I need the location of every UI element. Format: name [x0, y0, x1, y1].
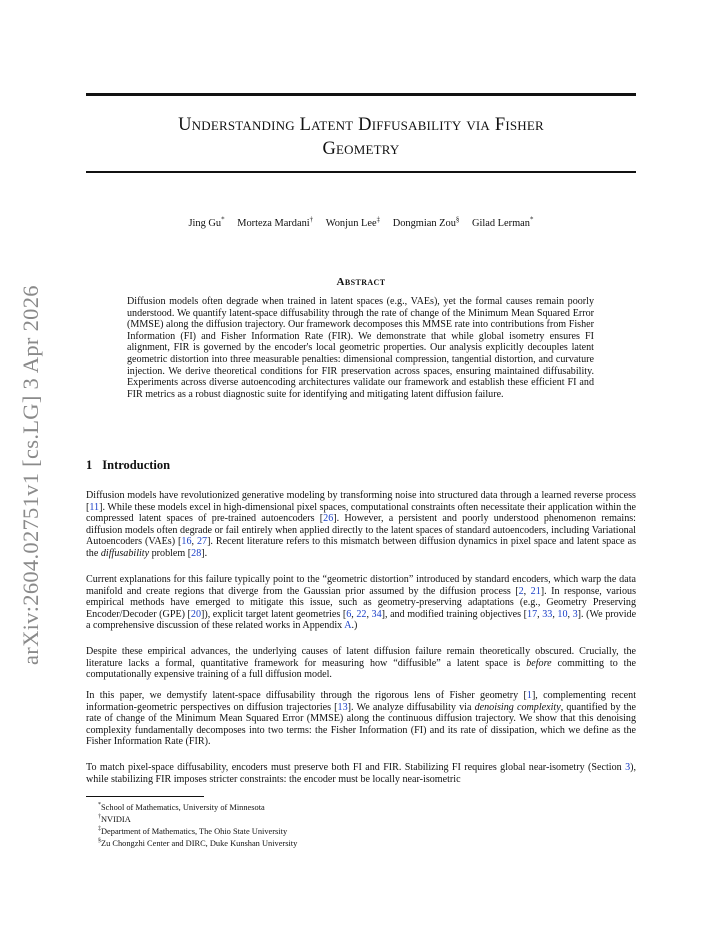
citation-link[interactable]: 33	[542, 608, 553, 620]
citation-link[interactable]: 16	[181, 536, 192, 548]
section-link[interactable]: 3	[625, 762, 631, 773]
section-title: Introduction	[102, 458, 171, 472]
author: Morteza Mardani†	[237, 216, 314, 230]
author: Wonjun Lee‡	[325, 216, 381, 230]
author-mark: ‡	[376, 216, 381, 224]
author-mark: †	[309, 216, 314, 224]
footnote: *School of Mathematics, University of Minnesota	[98, 802, 265, 812]
paragraph-4: In this paper, we demystify latent-space diffusability through the rigorous lens of Fisher geometry [1], complementing recent information-geometric perspectives on diffusion trajectories [13]. We analyze diffusability via denoising complexity, quantified by the rate of change of the Minimum Mean Squared Error (MMSE) along the continuous diffusion trajectory. We show that this denoising complexity fundamentally decomposes into two terms: the Fisher Information (FI) and its rate of dissipation, which we define as the Fisher Information Rate (FIR).	[86, 690, 637, 748]
citation-link[interactable]: 34	[371, 608, 382, 620]
appendix-link[interactable]: A	[344, 620, 352, 632]
abstract-text: Diffusion models often degrade when trained in latent spaces (e.g., VAEs), yet the formal causes remain poorly understood. We quantify latent-space diffusability through the rate of change of the Minimum Mean Squared Error (MMSE) along the diffusion trajectory. Our framework decomposes this MMSE rate into contributions from Fisher Information (FI) and Fisher Information Rate (FIR). We demonstrate that while global isometry ensures FI alignment, FIR is governed by the encoder's local geometric properties. Our analysis explicitly decouples latent geometric distortion into three measurable penalties: dimensional compression, tangential distortion, and curvature injection. We derive theoretical conditions for FIR preservation across spaces, ensuring maintained diffusability. Experiments across diverse autoencoding architectures validate our framework and establish these efficient FI and FIR metrics as a robust diagnostic suite for identifying and mitigating latent diffusion failure.	[127, 296, 594, 400]
author-list	[86, 216, 636, 229]
author: Gilad Lerman*	[472, 216, 534, 230]
title-top-rule	[86, 93, 636, 96]
paragraph-1: Diffusion models have revolutionized generative modeling by transforming noise into structured data through a learned reverse process [11]. While these models excel in high-dimensional pixel spaces, computational constraints often necessitate their application within the compressed latent spaces of pre-trained autoencoders [26]. However, a persistent and poorly understood phenomenon remains: diffusion models often degrade or fail entirely when applied directly to the latent spaces of standard autoencoders, including Variational Autoencoders (VAEs) [16, 27]. Recent literature refers to this mismatch between diffusion dynamics in pixel space and latent space as the diffusability problem [28].	[86, 490, 636, 559]
abstract-heading: Abstract	[336, 276, 386, 288]
citation-link[interactable]: 22	[356, 608, 367, 620]
citation-link[interactable]: 13	[337, 701, 348, 713]
footnote: §Zu Chongzhi Center and DIRC, Duke Kunshan University	[98, 838, 298, 848]
citation-link[interactable]: 10	[557, 608, 568, 620]
citation-link[interactable]: 27	[196, 536, 208, 548]
citation-link[interactable]: 11	[89, 501, 100, 513]
title-line-1: Understanding Latent Diffusability via Fisher	[178, 115, 544, 135]
emphasis: diffusability	[100, 547, 150, 559]
citation-link[interactable]: 1	[526, 690, 532, 701]
citation-link[interactable]: 2	[518, 585, 524, 597]
footnote-rule	[86, 796, 204, 797]
citation-link[interactable]: 6	[346, 608, 352, 620]
citation-link[interactable]: 20	[190, 608, 201, 620]
arxiv-side-label: arXiv:2604.02751v1 [cs.LG] 3 Apr 2026	[18, 285, 43, 665]
author: Dongmian Zou§	[392, 216, 460, 230]
author-mark: *	[221, 216, 225, 224]
citation-link[interactable]: 17	[527, 608, 538, 620]
paper-title	[86, 113, 636, 161]
author-mark: *	[530, 216, 534, 224]
citation-link[interactable]: 28	[191, 547, 202, 559]
footnote: ‡Department of Mathematics, The Ohio State University	[98, 826, 288, 836]
paragraph-5: To match pixel-space diffusability, encoders must preserve both FI and FIR. Stabilizing FI requires global near-isometry (Section 3), while stabilizing FIR imposes stricter constraints: the encoder must be locally near-isometric	[86, 762, 636, 785]
paragraph-3: Despite these empirical advances, the underlying causes of latent diffusion failure remain theoretically obscured. Crucially, the literature lacks a formal, quantitative framework for measuring how “diffusible” a latent space is before committing to the computationally expensive training of a full diffusion model.	[86, 646, 637, 681]
title-line-2: Geometry	[322, 139, 400, 159]
footnote: †NVIDIA	[98, 814, 131, 824]
paragraph-2: Current explanations for this failure typically point to the “geometric distortion” introduced by standard encoders, which warp the data manifold and create regions that diverge from the Gaussian prior assumed by the diffusion process [2, 21]. In response, various empirical methods have emerged to mitigate this issue, such as geometry-preserving adaptations (e.g., Geometry Preserving Encoder/Decoder (GPE) [20]), explicit target latent geometries [6, 22, 34], and modified training objectives [17, 33, 10, 3]. (We provide a comprehensive discussion of these related works in Appendix A.)	[86, 574, 637, 632]
emphasis: denoising complexity	[474, 701, 561, 713]
title-bottom-rule	[86, 171, 636, 173]
section-heading	[86, 458, 170, 473]
section-number: 1	[86, 458, 93, 472]
author-mark: §	[455, 216, 460, 224]
author: Jing Gu*	[188, 216, 225, 230]
citation-link[interactable]: 21	[530, 585, 541, 597]
emphasis: before	[526, 657, 552, 669]
citation-link[interactable]: 26	[323, 513, 334, 525]
citation-link[interactable]: 3	[572, 608, 578, 620]
